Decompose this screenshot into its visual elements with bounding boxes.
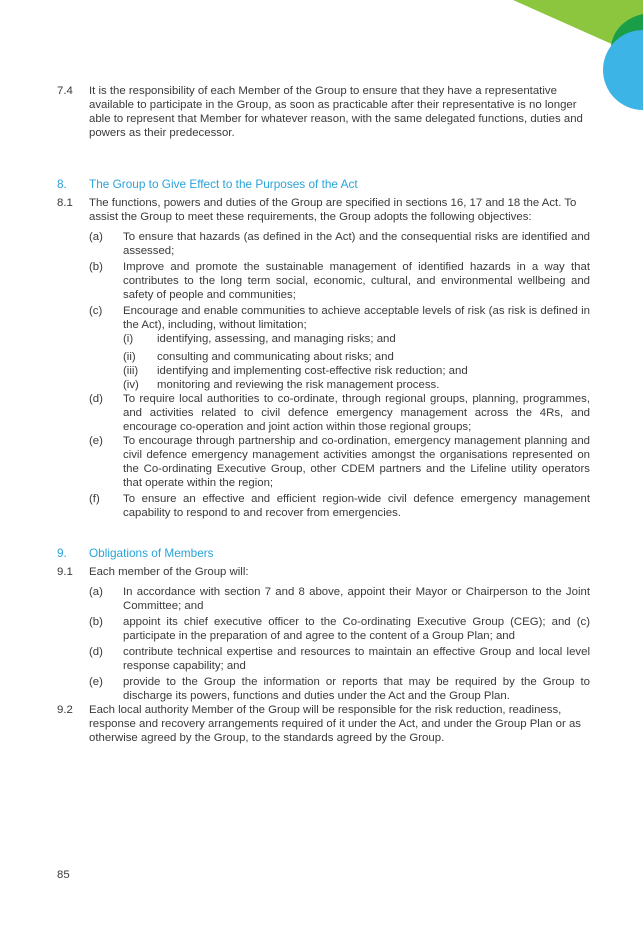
item-label: (f) [89, 493, 100, 505]
sub-item-label: (ii) [123, 351, 136, 363]
paragraph-text: Each local authority Member of the Group will be responsible for the risk reduction, readiness, response and recovery arrangements required of it under the Act, and under the Group Plan or as otherwise agreed by the Group, to the standards agreed by the Group. [89, 704, 581, 744]
paragraph-number: 9.1 [57, 566, 73, 578]
item-text: provide to the Group the information or reports that may be required by the Group to discharge its powers, functions and duties under the Act and the Group Plan. [123, 676, 590, 702]
sub-list-item [123, 350, 590, 364]
list-item [89, 392, 590, 434]
list-item [89, 675, 590, 703]
heading-number: 8. [57, 177, 67, 191]
paragraph-text: It is the responsibility of each Member of the Group to ensure that they have a representative available to participate in the Group, as soon as practicable after their representative is no longer able to represent that Member for whatever reason, with the same delegated functions, duties and powers as their predecessor. [89, 85, 583, 139]
sub-item-label: (iv) [123, 379, 139, 391]
paragraph-number: 9.2 [57, 704, 73, 716]
item-label: (e) [89, 435, 103, 447]
obligations-list [89, 585, 590, 703]
item-text: To encourage through partnership and co-ordination, emergency management planning and civil defence emergency management activities amongst the organisations represented on the Co-ordinating Executive Group, other CDEM partners and the Lifeline utility operators that operate within the region; [123, 435, 590, 489]
section-7-4 [57, 84, 590, 140]
heading-number: 9. [57, 546, 67, 560]
item-text: contribute technical expertise and resources to maintain an effective Group and local level response capability; and [123, 646, 590, 672]
document-body [57, 84, 590, 745]
sub-item-text: monitoring and reviewing the risk management process. [157, 379, 440, 391]
list-item [89, 615, 590, 643]
item-label: (d) [89, 393, 103, 405]
section-9-heading [57, 546, 590, 560]
heading-title: Obligations of Members [89, 546, 214, 560]
item-text: appoint its chief executive officer to the Co-ordinating Executive Group (CEG); and (c) participate in the preparation of and agree to the content of a Group Plan; and [123, 616, 590, 642]
list-item [89, 304, 590, 392]
sub-item-text: consulting and communicating about risks; and [157, 351, 394, 363]
paragraph-number: 8.1 [57, 197, 73, 209]
item-label: (b) [89, 616, 103, 628]
sub-item-label: (iii) [123, 365, 139, 377]
section-9-2 [57, 703, 590, 745]
list-item [89, 260, 590, 302]
section-8-1 [57, 196, 590, 224]
item-text: In accordance with section 7 and 8 above, appoint their Mayor or Chairperson to the Joint Committee; and [123, 586, 590, 612]
paragraph-text: The functions, powers and duties of the Group are specified in sections 16, 17 and 18 the Act. To assist the Group to meet these requirements, the Group adopts the following objectives: [89, 197, 577, 223]
sub-list [123, 332, 590, 392]
section-9-1 [57, 565, 590, 579]
item-text: Improve and promote the sustainable management of identified hazards in a way that contributes to the long term social, economic, cultural, and environmental wellbeing and safety of people and communities; [123, 261, 590, 301]
section-8-heading [57, 177, 590, 191]
item-label: (e) [89, 676, 103, 688]
page-number: 85 [57, 869, 70, 881]
item-text: Encourage and enable communities to achieve acceptable levels of risk (as risk is defined in the Act), including, without limitation; [123, 305, 590, 331]
item-label: (d) [89, 646, 103, 658]
item-text: To ensure that hazards (as defined in the Act) and the consequential risks are identified and assessed; [123, 231, 590, 257]
list-item [89, 434, 590, 490]
sub-item-text: identifying and implementing cost-effective risk reduction; and [157, 365, 468, 377]
heading-title: The Group to Give Effect to the Purposes of the Act [89, 177, 358, 191]
paragraph-number: 7.4 [57, 85, 73, 97]
sub-list-item [123, 332, 590, 346]
item-label: (b) [89, 261, 103, 273]
list-item [89, 585, 590, 613]
item-label: (c) [89, 305, 103, 317]
list-item [89, 230, 590, 258]
item-label: (a) [89, 231, 103, 243]
sub-item-text: identifying, assessing, and managing risks; and [157, 333, 396, 345]
sub-item-label: (i) [123, 333, 134, 345]
paragraph-text: Each member of the Group will: [89, 566, 249, 578]
sub-list-item [123, 378, 590, 392]
item-text: To ensure an effective and efficient region-wide civil defence emergency management capability to respond to and recover from emergencies. [123, 493, 590, 519]
sub-list-item [123, 364, 590, 378]
list-item [89, 645, 590, 673]
objectives-list [89, 230, 590, 520]
item-label: (a) [89, 586, 103, 598]
list-item [89, 492, 590, 520]
item-text: To require local authorities to co-ordinate, through regional groups, planning, programmes, and activities related to civil defence emergency management across the 4Rs, and encourage co-operation and joint action within those regional groups; [123, 393, 590, 433]
